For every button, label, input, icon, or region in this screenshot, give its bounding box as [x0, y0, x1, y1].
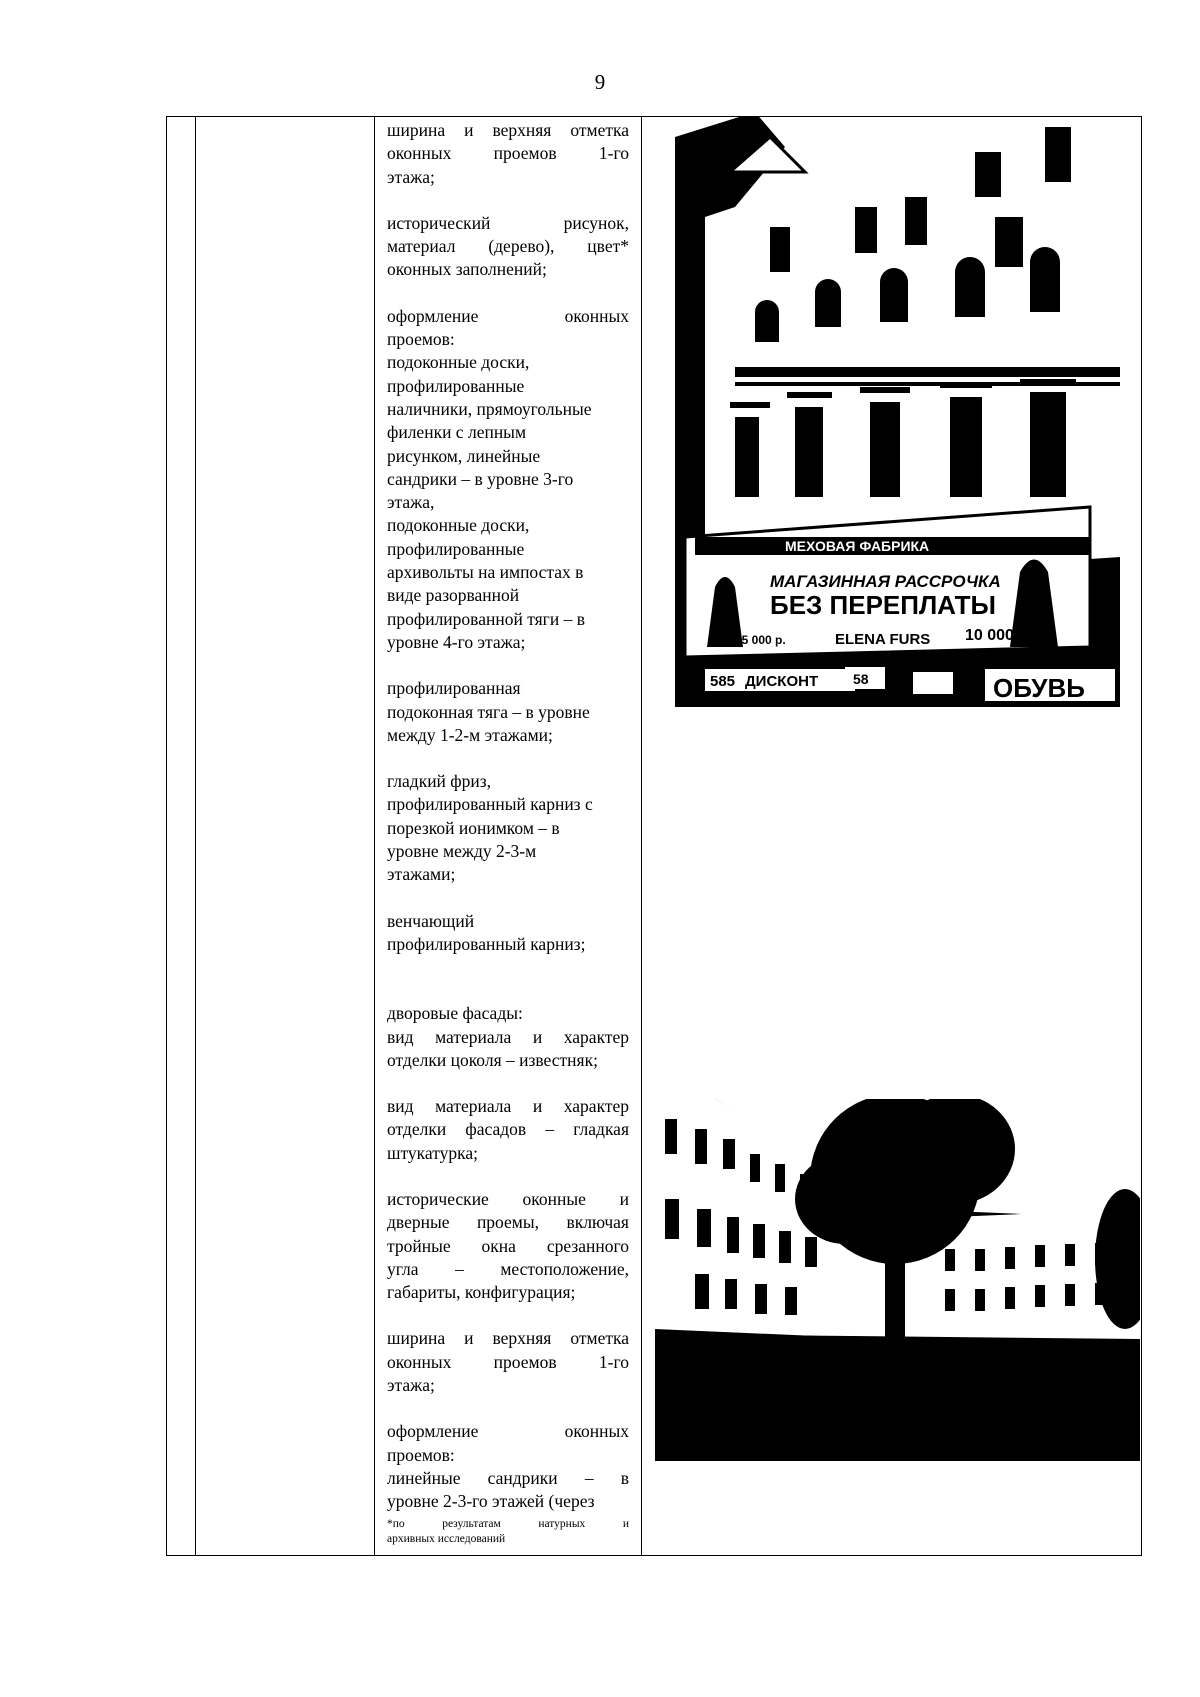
text-paragraph: [387, 1002, 629, 1072]
text-paragraph: [387, 305, 629, 654]
text-line: проемов:: [387, 1444, 455, 1465]
text-line: этажа;: [387, 1375, 435, 1396]
text-line: профилированные: [387, 375, 525, 396]
text-line: исторический рисунок,: [387, 212, 629, 233]
text-line: профилированные: [387, 538, 525, 559]
text-line: виде разорванной: [387, 585, 520, 606]
text-line: профилированный карниз с: [387, 794, 593, 815]
text-line: этажами;: [387, 864, 456, 885]
footnote-line: *по результатам натурных и: [387, 1518, 629, 1530]
text-line: исторические оконные и: [387, 1188, 629, 1209]
text-line: габариты, конфигурация;: [387, 1282, 576, 1303]
text-line: сандрики – в уровне 3-го: [387, 468, 574, 489]
page-number: 9: [594, 70, 606, 94]
text-paragraph: [387, 1420, 629, 1513]
text-line: дворовые фасады:: [387, 1003, 523, 1024]
text-line: материал (дерево), цвет*: [387, 236, 629, 257]
text-line: гладкий фриз,: [387, 771, 492, 792]
text-paragraph: [387, 1327, 629, 1397]
text-line: проемов:: [387, 329, 455, 350]
protected-features-text: [387, 119, 629, 1514]
text-line: подоконные доски,: [387, 352, 530, 373]
banner-price-right: 10 000 р.: [965, 627, 1033, 644]
banner-installment-text: МАГАЗИННАЯ РАССРОЧКА: [770, 572, 1001, 591]
sign-discount: ДИСКОНТ: [745, 673, 819, 690]
text-line: линейные сандрики – в: [387, 1467, 629, 1488]
text-line: штукатурка;: [387, 1142, 478, 1163]
text-line: венчающий: [387, 910, 475, 931]
text-line: между 1-2-м этажами;: [387, 724, 553, 745]
sign-shoes: ОБУВЬ: [993, 673, 1085, 703]
column-divider-1: [195, 117, 196, 1555]
text-line: оформление оконных: [387, 305, 629, 326]
footnote-line: архивных исследований: [387, 1533, 506, 1545]
text-line: этажа;: [387, 166, 435, 187]
column-divider-3: [641, 117, 642, 1555]
courtyard-facade-photo: [655, 1099, 1140, 1461]
banner-brand-line: МЕХОВАЯ ФАБРИКА: [785, 538, 930, 554]
footnote: [387, 1517, 629, 1547]
text-line: порезкой ионимком – в: [387, 817, 560, 838]
text-line: наличники, прямоугольные: [387, 398, 592, 419]
banner-no-overpay-text: БЕЗ ПЕРЕПЛАТЫ: [770, 590, 997, 620]
text-line: уровне 2-3-го этажей (через: [387, 1491, 595, 1512]
text-line: оформление оконных: [387, 1421, 629, 1442]
text-line: филенки с лепным: [387, 422, 527, 443]
text-line: угла – местоположение,: [387, 1258, 629, 1279]
text-line: уровне 4-го этажа;: [387, 631, 526, 652]
courtyard-facade-image: [655, 1099, 1140, 1461]
text-line: оконных заполнений;: [387, 259, 547, 280]
sign-585: 585: [710, 673, 736, 690]
text-line: подоконные доски,: [387, 515, 530, 536]
banner-price-left: 25 000 р.: [735, 633, 786, 647]
text-paragraph: [387, 910, 629, 957]
text-line: дверные проемы, включая: [387, 1212, 629, 1233]
text-paragraph: [387, 1095, 629, 1165]
text-paragraph: [387, 212, 629, 282]
attributes-table: [166, 116, 1142, 1556]
text-line: тройные окна срезанного: [387, 1235, 629, 1256]
text-paragraph: [387, 677, 629, 747]
text-line: рисунком, линейные: [387, 445, 541, 466]
text-paragraph: [387, 770, 629, 886]
text-line: профилированная: [387, 678, 521, 699]
text-line: архивольты на импостах в: [387, 562, 584, 583]
text-line: профилированный карниз;: [387, 933, 586, 954]
text-line: этажа,: [387, 492, 435, 513]
text-paragraph: [387, 119, 629, 189]
column-divider-2: [374, 117, 375, 1555]
text-line: уровне между 2-3-м: [387, 841, 537, 862]
street-facade-image: [675, 117, 1120, 707]
text-line: оконных проемов 1-го: [387, 143, 629, 164]
text-line: оконных проемов 1-го: [387, 1351, 629, 1372]
text-line: отделки фасадов – гладкая: [387, 1119, 629, 1140]
text-line: ширина и верхняя отметка: [387, 120, 629, 140]
text-paragraph: [387, 1188, 629, 1304]
street-facade-photo: [675, 117, 1120, 707]
text-line: отделки цоколя – известняк;: [387, 1049, 598, 1070]
text-line: ширина и верхняя отметка: [387, 1328, 629, 1349]
banner-brand: ELENA FURS: [835, 631, 931, 648]
text-line: вид материала и характер: [387, 1026, 629, 1047]
text-line: подоконная тяга – в уровне: [387, 701, 590, 722]
text-line: вид материала и характер: [387, 1096, 629, 1117]
text-line: профилированной тяги – в: [387, 608, 585, 629]
sign-58: 58: [853, 671, 869, 687]
